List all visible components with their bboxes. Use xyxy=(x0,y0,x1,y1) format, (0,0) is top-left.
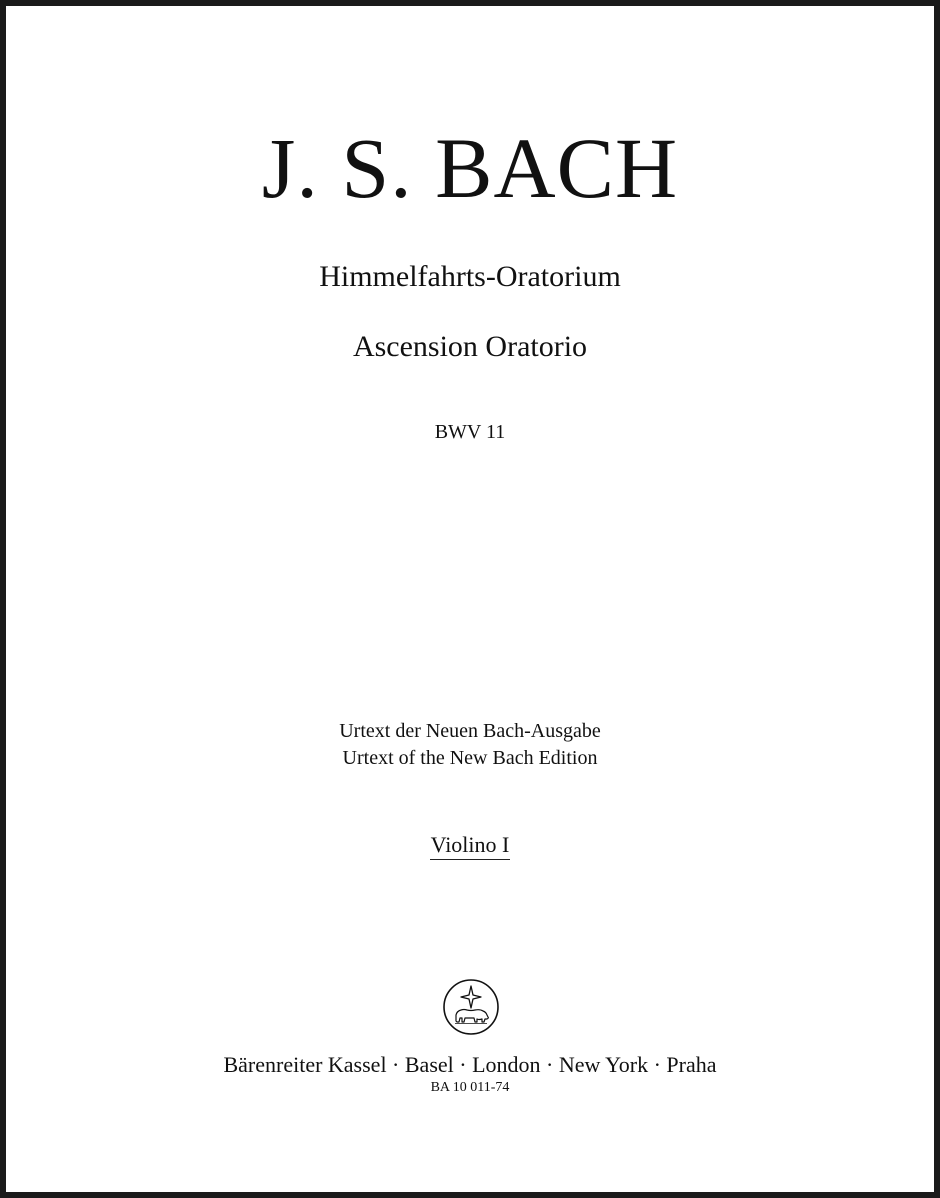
baerenreiter-bear-star-logo-icon xyxy=(441,977,501,1037)
title-english: Ascension Oratorio xyxy=(352,330,588,363)
urtext-note-english: Urtext of the New Bach Edition xyxy=(342,747,598,769)
cover-page xyxy=(6,6,934,1192)
title-german: Himmelfahrts-Oratorium xyxy=(319,260,621,293)
publisher-line: Bärenreiter Kassel · Basel · London · New York · Praha xyxy=(223,1052,717,1077)
part-label: Violino I xyxy=(430,832,511,860)
urtext-note-german: Urtext der Neuen Bach-Ausgabe xyxy=(339,720,601,742)
part-label-wrap xyxy=(6,832,934,860)
composer-name: J. S. BACH xyxy=(261,120,679,216)
catalog-number: BWV 11 xyxy=(434,421,506,443)
edition-number: BA 10 011-74 xyxy=(430,1080,510,1095)
